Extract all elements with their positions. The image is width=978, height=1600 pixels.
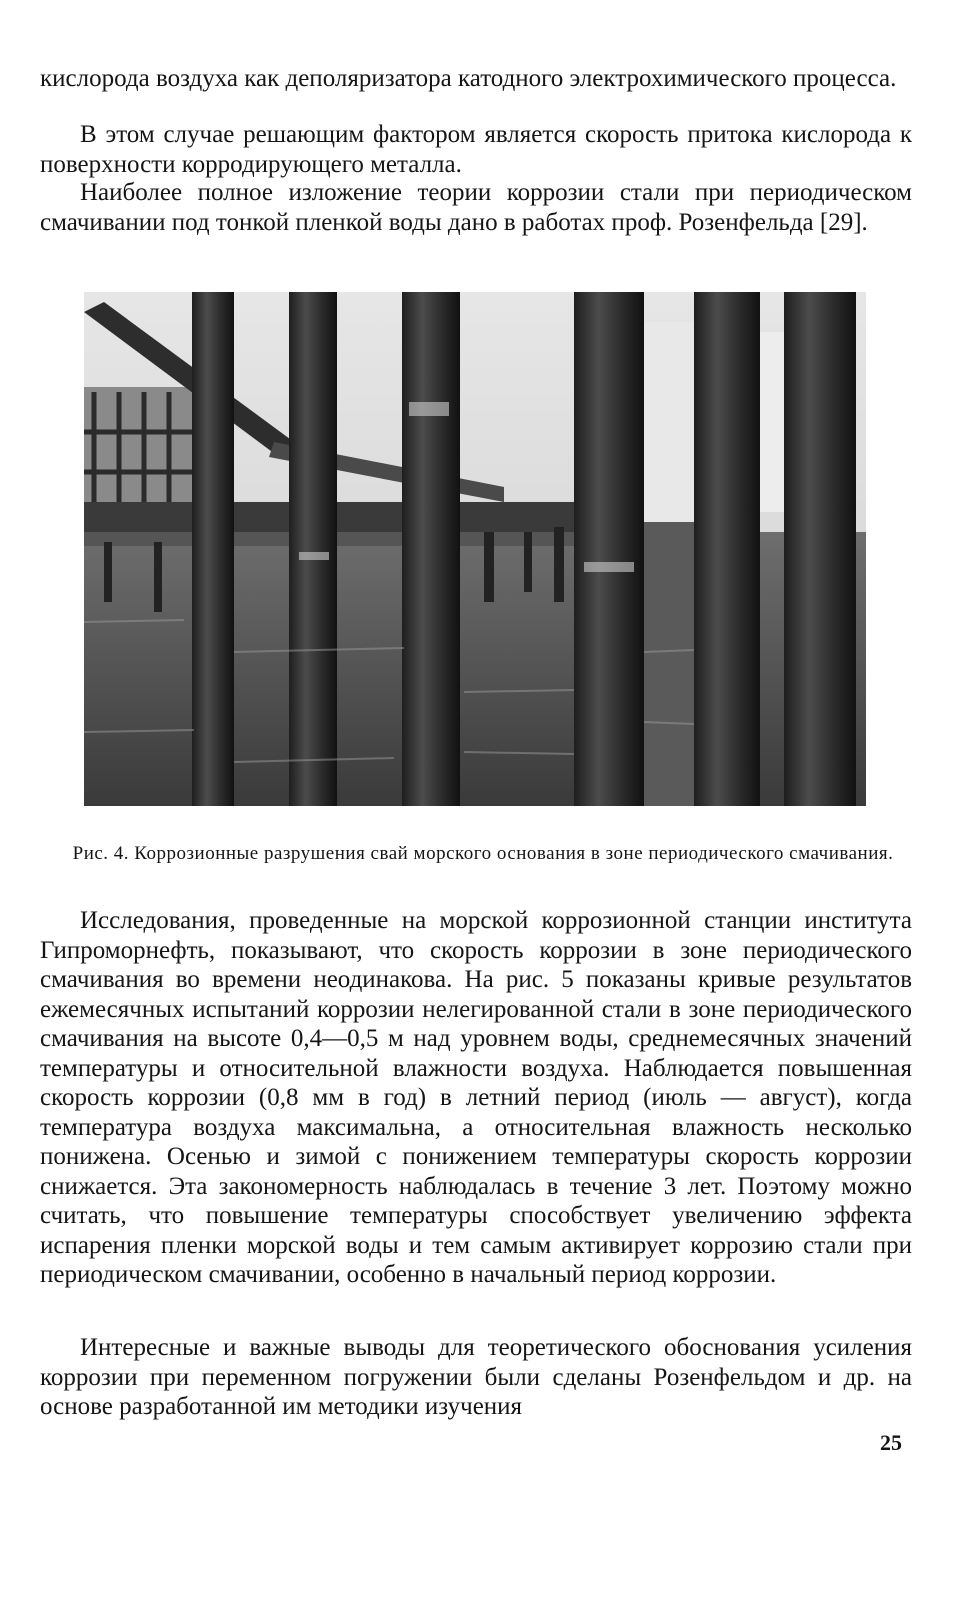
paragraph-2: В этом случае решающим фактором является скорость притока кислорода к поверхности корродирующего металла. <box>40 121 912 178</box>
pier-photo-illustration <box>84 292 866 806</box>
page-number: 25 <box>880 1430 902 1455</box>
paragraph-5: Интересные и важные выводы для теоретического обоснования усиления коррозии при переменном погружении были сделаны Розенфельдом и др. на основе разработанной им методики изучения <box>40 1334 912 1420</box>
paragraph-3: Наиболее полное изложение теории коррозии стали при периодическом смачивании под тонкой пленкой воды дано в работах проф. Розенфельда [29]. <box>40 179 912 236</box>
figure-caption: Рис. 4. Коррозионные разрушения свай морского основания в зоне периодического смачивания. <box>72 843 894 864</box>
paragraph-4: Исследования, проведенные на морской коррозионной станции института Гипроморнефть, показывают, что скорость коррозии в зоне периодического смачивания во времени неодинакова. На рис. 5 показаны кривые результатов ежемесячных испытаний коррозии нелегированной стали в зоне периодического смачивания на высоте 0,4—0,5 м над уровнем воды, среднемесячных значений температуры и относительной влажности воздуха. Наблюдается повышенная скорость коррозии (0,8 мм в год) в летний период (июль — август), когда температура воздуха максимальна, а относительная влажность несколько понижена. Осенью и зимой с понижением температуры скорость коррозии снижается. Эта закономерность наблюдалась в течение 3 лет. Поэтому можно считать, что повышение температуры способствует увеличению эффекта испарения пленки морской воды и тем самым активирует коррозию стали при периодическом смачивании, особенно в начальный период коррозии. <box>40 907 912 1288</box>
pier-piles-photo <box>84 292 866 806</box>
paragraph-1: кислорода воздуха как деполяризатора катодного электрохимического процесса. <box>40 65 897 92</box>
